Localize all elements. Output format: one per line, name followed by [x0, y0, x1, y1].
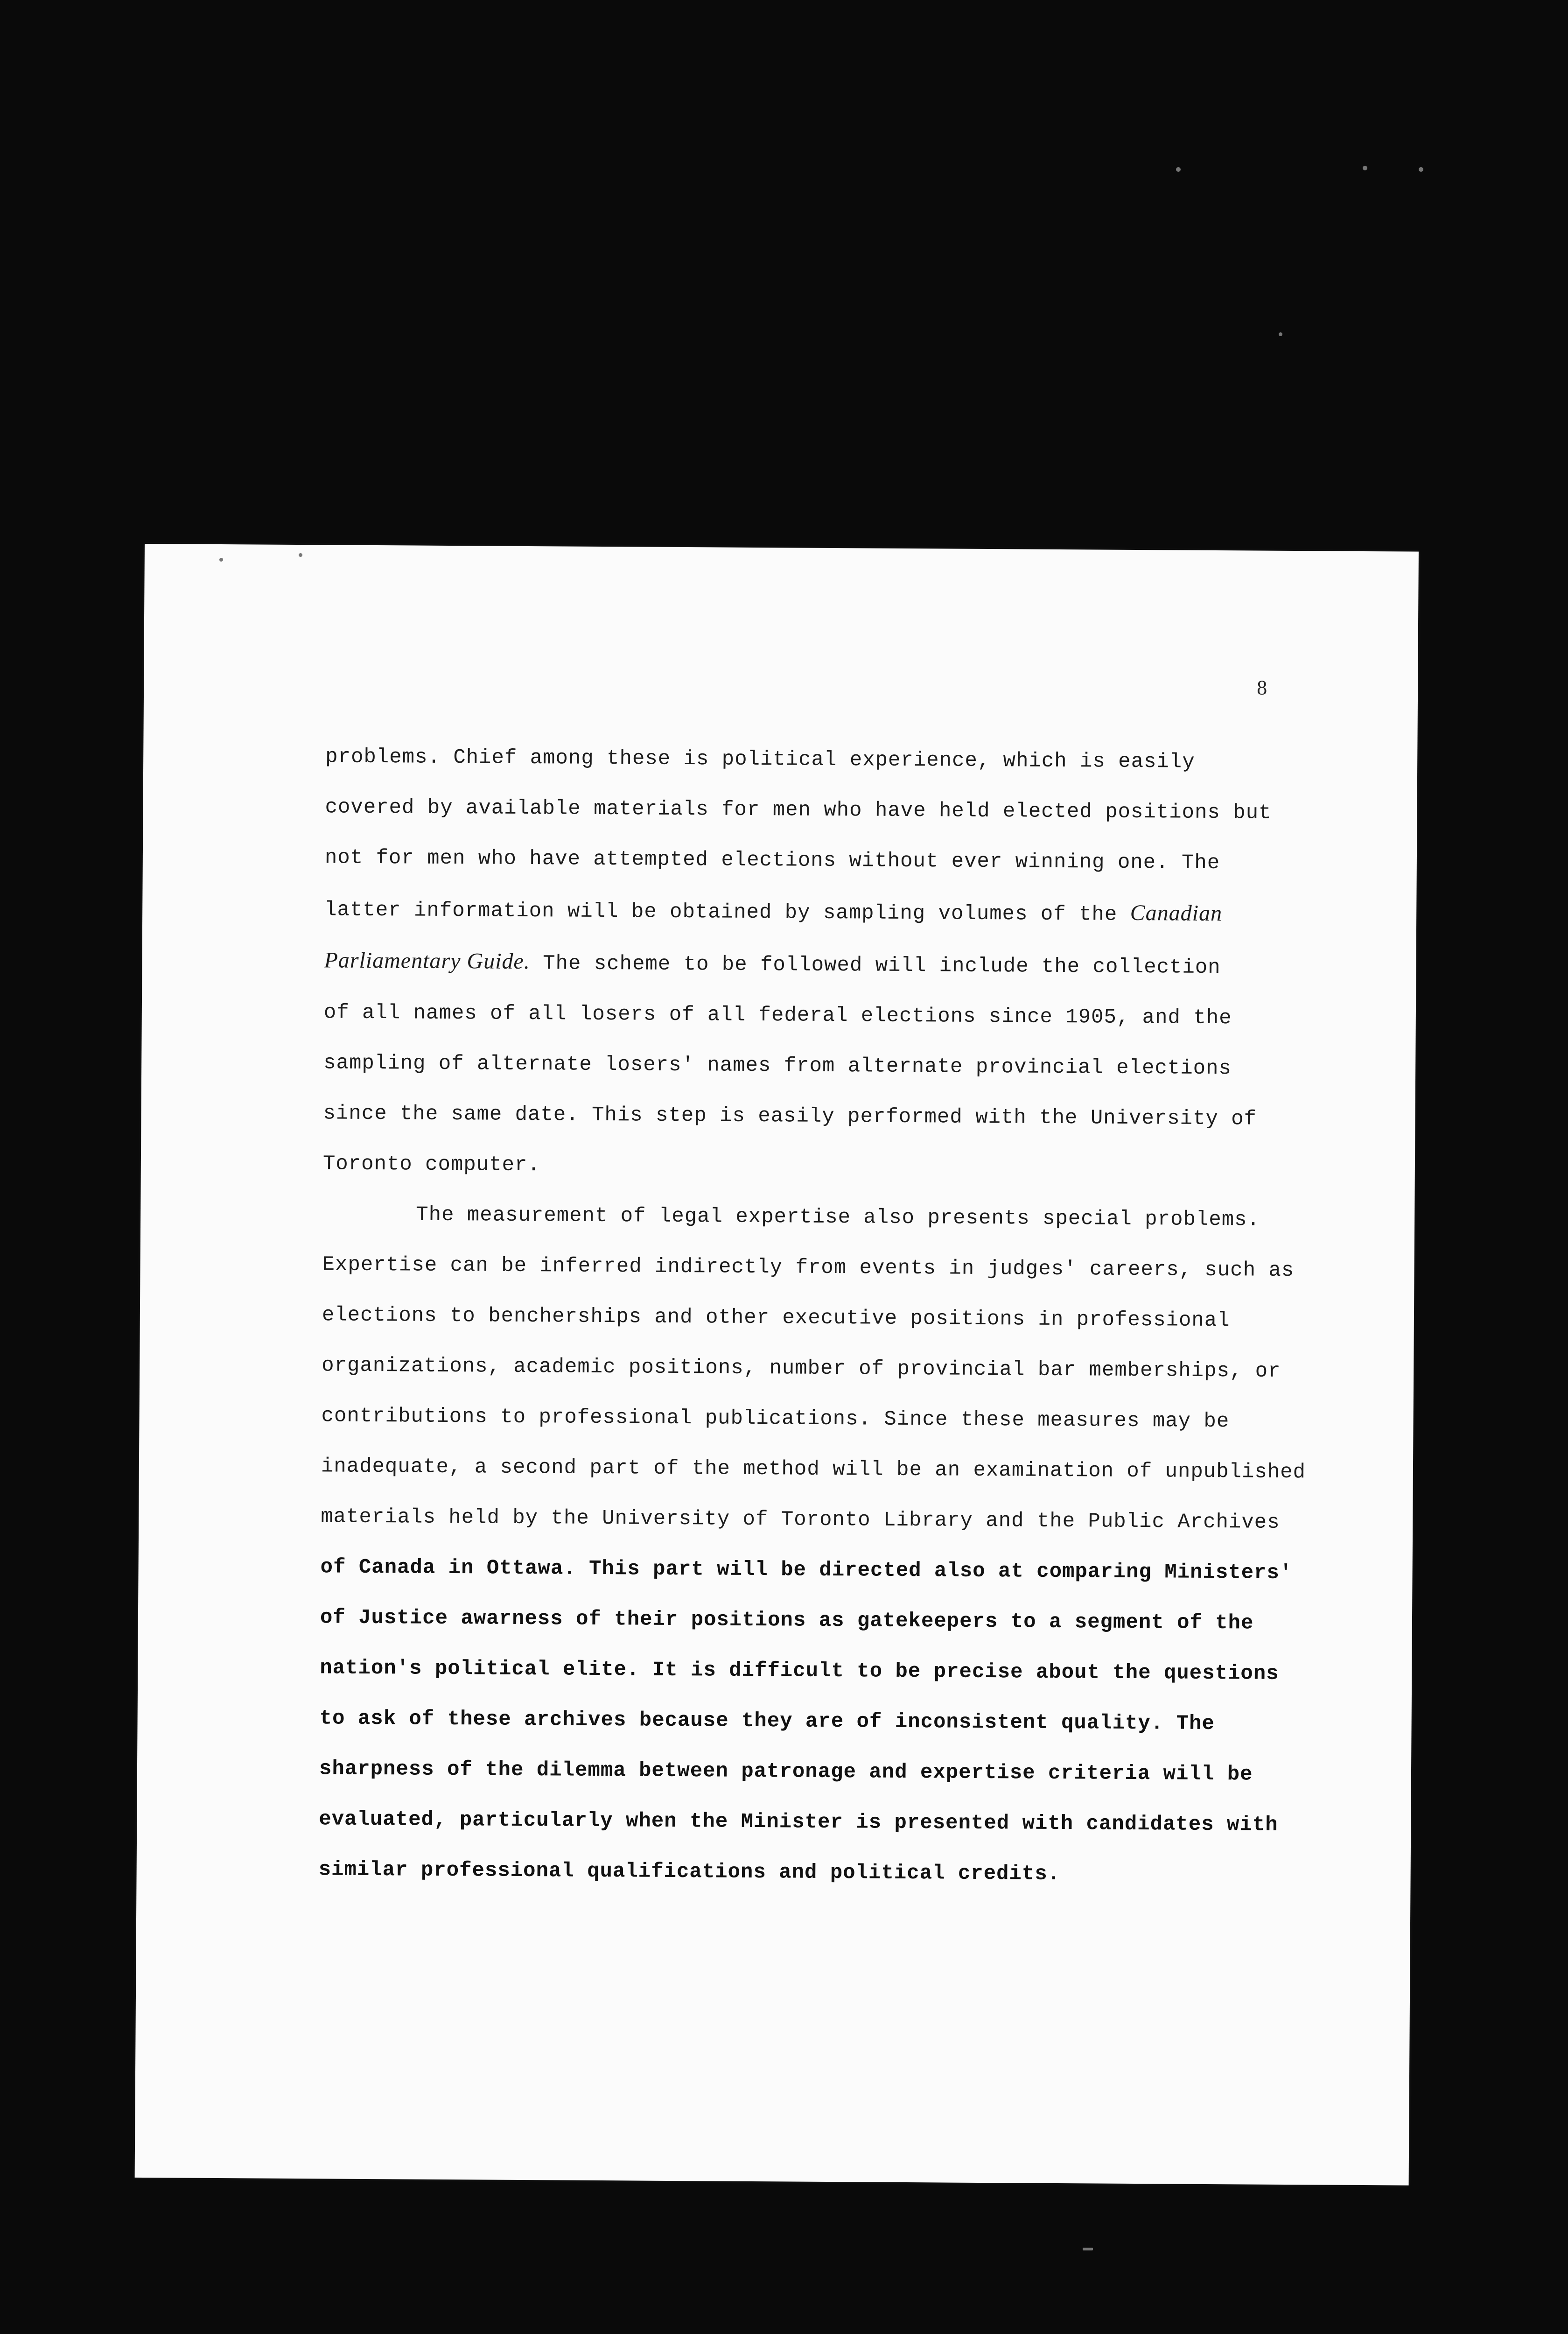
text-line: since the same date. This step is easily performed with the University of: [323, 1102, 1257, 1131]
guide-title: Canadian: [1130, 900, 1223, 926]
text-line: organizations, academic positions, number of provincial bar memberships, or: [322, 1354, 1281, 1383]
text-line: of all names of all losers of all federal elections since 1905, and the: [323, 1001, 1232, 1030]
text-line: not for men who have attempted elections without ever winning one. The: [324, 846, 1220, 875]
body-text: [318, 731, 1375, 1901]
text-line: materials held by the University of Toronto Library and the Public Archives: [321, 1505, 1280, 1534]
text-segment: latter information will be obtained by sampling volumes of the: [324, 898, 1130, 927]
film-speck: [1363, 166, 1367, 170]
text-line: [324, 883, 1375, 942]
text-line: sampling of alternate losers' names from alternate provincial elections: [323, 1051, 1232, 1081]
text-line: sharpness of the dilemma between patronage and expertise criteria will be: [319, 1757, 1253, 1786]
text-line: covered by available materials for men who have held elected positions but: [325, 795, 1272, 825]
text-line: of Canada in Ottawa. This part will be directed also at comparing Ministers': [320, 1555, 1293, 1585]
paragraph-start: The measurement of legal expertise also presents special problems.: [416, 1203, 1260, 1232]
film-speck: [1419, 167, 1423, 172]
text-line: inadequate, a second part of the method will be an examination of unpublished: [321, 1455, 1306, 1484]
guide-title: Parliamentary Guide.: [324, 948, 530, 974]
page-number: 8: [1257, 676, 1267, 699]
document-page: [135, 544, 1419, 2186]
text-line: evaluated, particularly when the Minister is presented with candidates with: [319, 1807, 1278, 1837]
text-line: Expertise can be inferred indirectly from events in judges' careers, such as: [322, 1253, 1295, 1283]
text-line: similar professional qualifications and political credits.: [318, 1858, 1061, 1886]
film-speck: [1176, 167, 1181, 172]
text-line: nation's political elite. It is difficult to be precise about the questions: [320, 1656, 1279, 1686]
text-line: elections to bencherships and other executive positions in professional: [322, 1303, 1230, 1333]
film-speck: [1083, 2248, 1093, 2250]
text-line: problems. Chief among these is political experience, which is easily: [325, 745, 1195, 774]
text-segment: The scheme to be followed will include the collection: [530, 952, 1221, 980]
text-line: to ask of these archives because they are of inconsistent quality. The: [319, 1707, 1215, 1736]
film-speck: [1279, 332, 1282, 336]
text-line: contributions to professional publications. Since these measures may be: [321, 1404, 1230, 1434]
film-speck: [299, 553, 302, 557]
text-line: Toronto computer.: [322, 1152, 540, 1177]
text-line: [324, 935, 1374, 994]
text-line: of Justice awarness of their positions as gatekeepers to a segment of the: [320, 1606, 1254, 1635]
film-speck: [219, 558, 223, 562]
